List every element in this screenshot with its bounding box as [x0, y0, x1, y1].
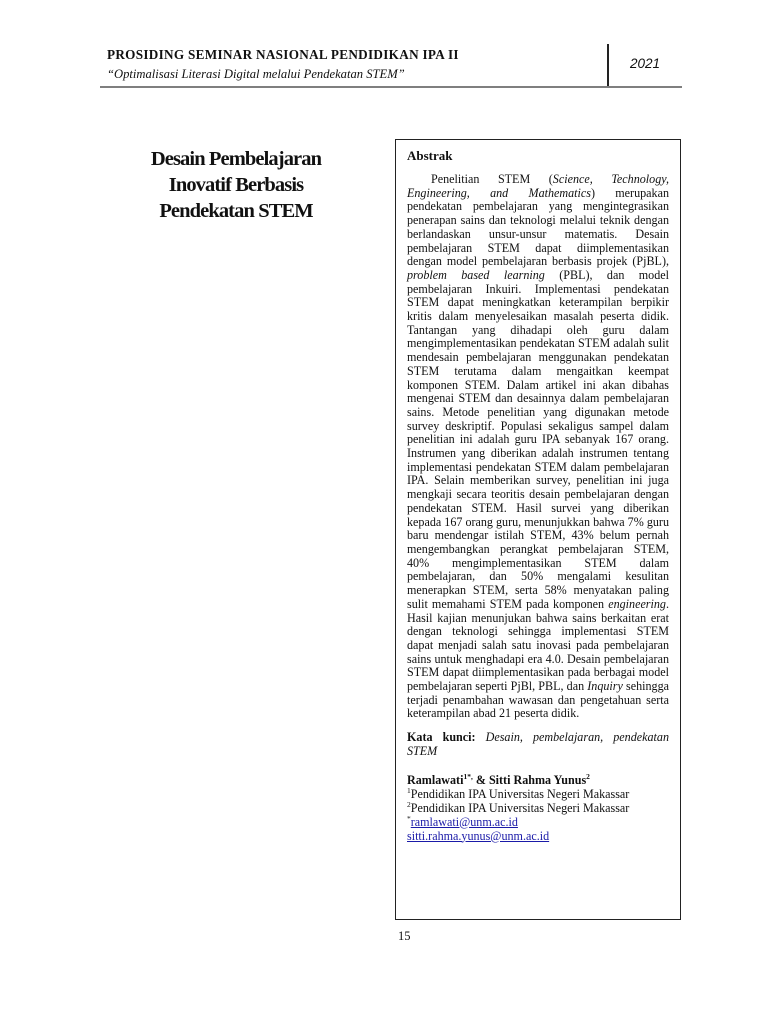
- abstract-text: (PBL), dan model pembelajaran Inkuiri. Implementasi pendekatan STEM dapat meningkatkan keterampilan berpikir kritis dalam menyelesaikan masalah peserta didik. Tantangan yang dihadapi oleh guru dalam mengimplementasikan pendekatan STEM adalah sulit mendesain pembelajaran menggunakan pendekatan STEM terutama dalam mengaitkan keempat komponen STEM. Dalam artikel ini akan dibahas mengenai STEM dan desainnya dalam pembelajaran sains. Metode penelitian yang digunakan metode survey deskriptif. Populasi sekaligus sampel dalam penelitian ini adalah guru IPA sebanyak 167 orang. Instrumen yang diberikan adalah instrumen tentang implementasi pendekatan STEM dalam pembelajaran IPA. Selain memberikan survey, penelitian ini juga mengkaji secara teoritis desain pembelajaran dengan pendekatan STEM. Hasil survei yang diberikan kepada 167 orang guru, menunjukkan bahwa 7% guru baru mendengar istilah STEM, 43% belum pernah mengembangkan perangkat pembelajaran STEM, 40% mengimplementasikan STEM dalam pembelajaran, dan 50% mengalami kesulitan menerapkan STEM, serta 58% menyatakan paling sulit memahami STEM pada komponen: [407, 267, 669, 611]
- abstract-text-italic: problem based learning: [407, 267, 545, 282]
- abstract-box: [395, 139, 681, 920]
- abstract-text-italic: Inquiry: [587, 679, 623, 694]
- article-title: [120, 146, 352, 224]
- article-title-line: Pendekatan STEM: [159, 200, 313, 222]
- affiliation-text: Pendidikan IPA Universitas Negeri Makassar: [410, 800, 630, 815]
- abstract-heading: Abstrak: [407, 148, 453, 163]
- proceedings-year: 2021: [630, 56, 661, 71]
- article-title-line: Desain Pembelajaran: [150, 148, 322, 170]
- email-link[interactable]: sitti.rahma.yunus@unm.ac.id: [407, 828, 550, 843]
- email-line: [407, 815, 669, 829]
- keywords-label: Kata kunci:: [407, 730, 476, 745]
- affiliation: [407, 801, 669, 815]
- affiliation-text: Pendidikan IPA Universitas Negeri Makassar: [410, 786, 630, 801]
- email-link[interactable]: ramlawati@unm.ac.id: [410, 814, 518, 829]
- affiliation-superscript: 1: [407, 785, 411, 795]
- abstract-text-italic: engineering: [608, 596, 666, 611]
- affiliation: [407, 787, 669, 801]
- abstract-text: ) merupakan pendekatan pembelajaran yang mengintegrasikan penerapan sains dan teknologi melalui teknik dengan berlandaskan unsur-unsur matematis. Desain pembelajaran STEM dapat diimplementasikan dengan model pembelajaran berbasis projek (PjBL),: [407, 185, 669, 269]
- affiliation-superscript: 2: [407, 799, 411, 809]
- email-line: [407, 829, 669, 843]
- page-number: 15: [398, 929, 411, 943]
- header-divider: [607, 44, 609, 86]
- article-title-line: Inovatif Berbasis: [168, 174, 304, 196]
- author-block: [407, 773, 669, 843]
- abstract-text: sehingga terjadi penambahan wawasan dan pengetahuan serta keterampilan abad 21 peserta didik.: [407, 679, 669, 721]
- running-header: [107, 47, 607, 82]
- author-names: [407, 773, 669, 787]
- keywords-value: Desain, pembelajaran, pendekatan STEM: [407, 730, 669, 758]
- author-name: Ramlawati: [407, 772, 464, 787]
- author-superscript: 2: [586, 771, 590, 781]
- header-rule: [100, 86, 682, 88]
- abstract-text: Penelitian STEM (: [431, 172, 553, 186]
- proceedings-title: PROSIDING SEMINAR NASIONAL PENDIDIKAN IPA II: [107, 47, 459, 62]
- abstract-text: . Hasil kajian menunjukan bahwa sains berkaitan erat dengan teknologi sehingga implementasi STEM dapat menjadi salah satu inovasi pada pembelajaran sains untuk menghadapi era 4.0. Desain pembelajaran STEM dapat diimplementasikan pada berbagai model pembelajaran seperti PjBl, PBL, dan: [407, 596, 669, 694]
- author-superscript: 1*,: [463, 771, 473, 781]
- abstract-text-italic: Science, Technology, Engineering, and Mathematics: [407, 172, 669, 200]
- author-name: Sitti Rahma Yunus: [488, 772, 587, 787]
- email-marker: *: [407, 813, 411, 823]
- author-separator: &: [472, 772, 489, 787]
- abstract-body: [407, 173, 669, 721]
- keywords: [407, 731, 669, 758]
- proceedings-theme: “Optimalisasi Literasi Digital melalui Pendekatan STEM”: [107, 67, 405, 81]
